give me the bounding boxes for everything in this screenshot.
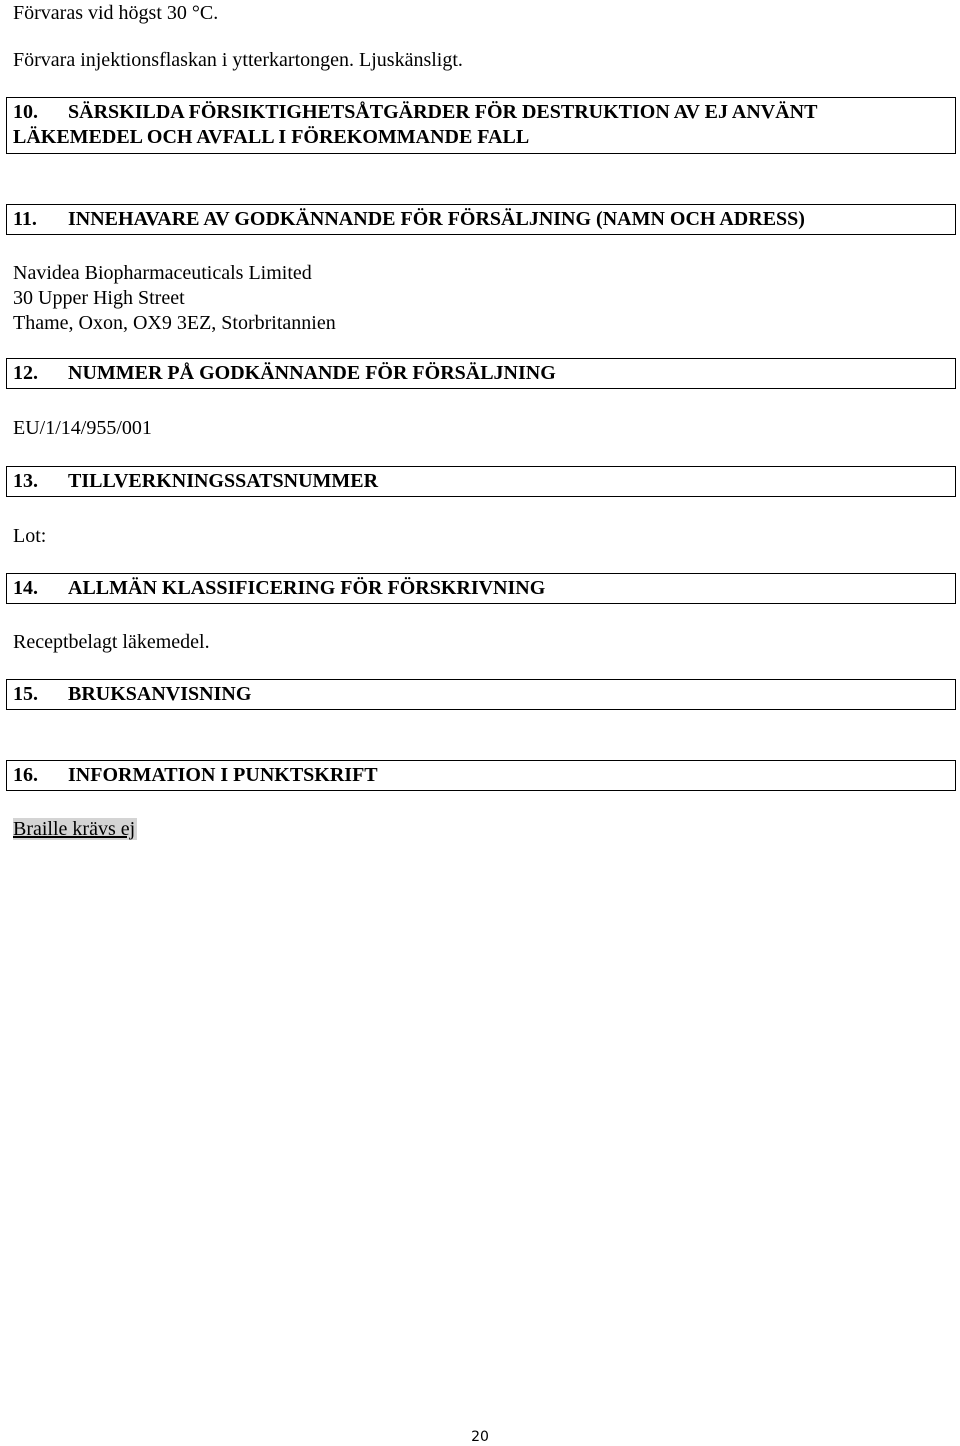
section-14-heading [6, 573, 956, 604]
storage-temperature-text: Förvaras vid högst 30 °C. [13, 2, 219, 24]
batch-lot-label: Lot: [13, 525, 47, 547]
section-10-number: 10. [13, 101, 38, 123]
section-10-title-line2: LÄKEMEDEL OCH AVFALL I FÖREKOMMANDE FALL [13, 126, 530, 148]
mah-city-address: Thame, Oxon, OX9 3EZ, Storbritannien [13, 312, 336, 334]
section-12-heading [6, 358, 956, 389]
section-11-heading [6, 204, 956, 235]
section-12-title: NUMMER PÅ GODKÄNNANDE FÖR FÖRSÄLJNING [68, 362, 556, 384]
mah-street-address: 30 Upper High Street [13, 287, 185, 309]
page-number: 20 [471, 1429, 489, 1445]
section-12-number: 12. [13, 362, 38, 384]
section-14-title: ALLMÄN KLASSIFICERING FÖR FÖRSKRIVNING [68, 577, 546, 599]
section-13-heading [6, 466, 956, 497]
section-11-number: 11. [13, 208, 37, 230]
storage-light-text: Förvara injektionsflaskan i ytterkartongen. Ljuskänsligt. [13, 49, 463, 71]
braille-text [13, 817, 137, 841]
section-13-number: 13. [13, 470, 38, 492]
authorisation-number: EU/1/14/955/001 [13, 417, 152, 439]
section-15-title: BRUKSANVISNING [68, 683, 252, 705]
prescription-classification: Receptbelagt läkemedel. [13, 631, 210, 653]
section-11-title: INNEHAVARE AV GODKÄNNANDE FÖR FÖRSÄLJNING (NAMN OCH ADRESS) [68, 208, 805, 230]
mah-company-name: Navidea Biopharmaceuticals Limited [13, 262, 312, 284]
section-13-title: TILLVERKNINGSSATSNUMMER [68, 470, 379, 492]
braille-highlighted-text: Braille krävs ej [13, 818, 136, 840]
section-15-number: 15. [13, 683, 38, 705]
section-14-number: 14. [13, 577, 38, 599]
section-16-number: 16. [13, 764, 38, 786]
section-10-title-line1: SÄRSKILDA FÖRSIKTIGHETSÅTGÄRDER FÖR DESTRUKTION AV EJ ANVÄNT [68, 101, 818, 123]
section-10-heading [6, 97, 956, 154]
section-16-heading [6, 760, 956, 791]
section-15-heading [6, 679, 956, 710]
section-16-title: INFORMATION I PUNKTSKRIFT [68, 764, 378, 786]
